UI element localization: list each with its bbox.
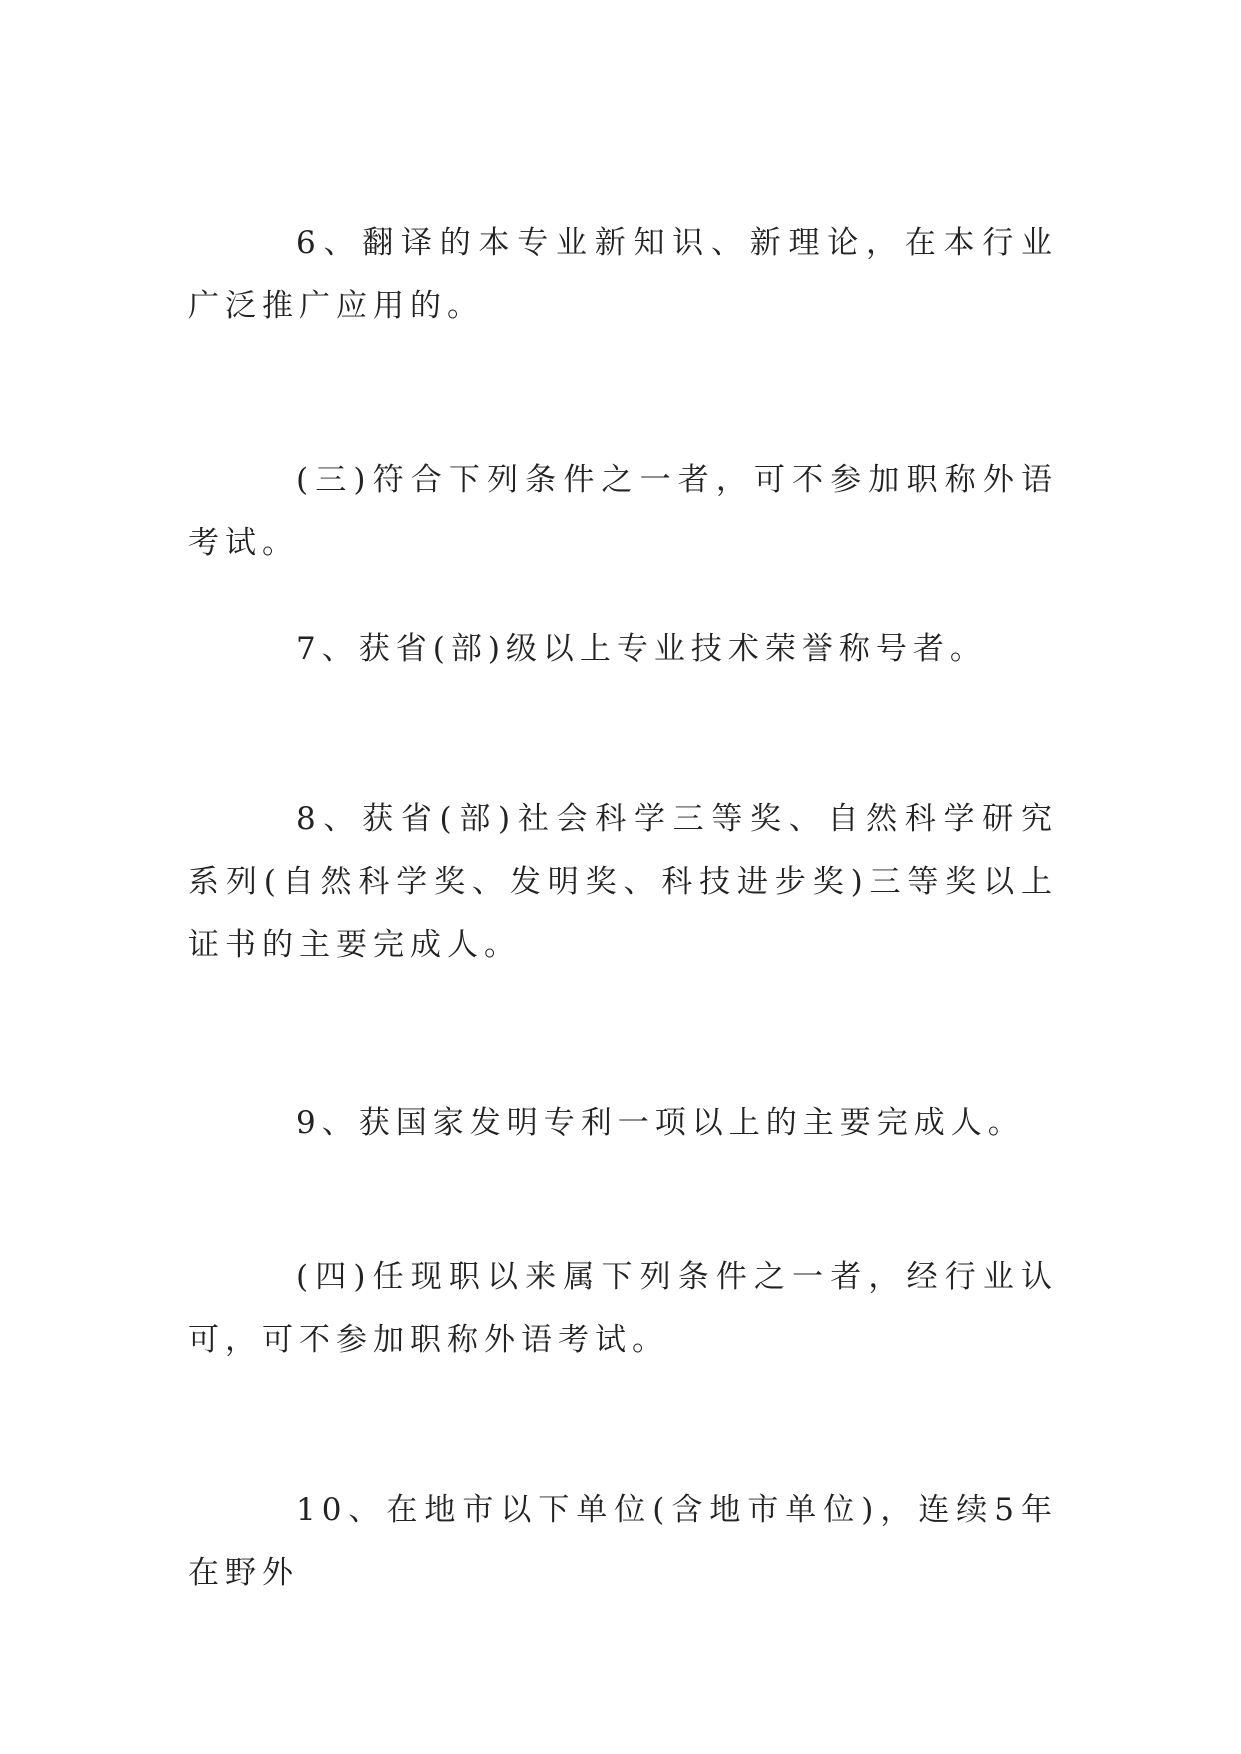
paragraph-item-10: 10、在地市以下单位(含地市单位)，连续5年在野外 xyxy=(188,1492,1058,1591)
paragraph-section-4: (四)任现职以来属下列条件之一者，经行业认可，可不参加职称外语考试。 xyxy=(188,1259,1058,1358)
paragraph-item-6: 6、翻译的本专业新知识、新理论，在本行业广泛推广应用的。 xyxy=(188,225,1058,324)
paragraph-item-9: 9、获国家发明专利一项以上的主要完成人。 xyxy=(296,1105,1025,1141)
paragraph-item-7: 7、获省(部)级以上专业技术荣誉称号者。 xyxy=(296,631,987,667)
paragraph-section-3: (三)符合下列条件之一者，可不参加职称外语考试。 xyxy=(188,462,1058,561)
paragraph-item-8: 8、获省(部)社会科学三等奖、自然科学研究系列(自然科学奖、发明奖、科技进步奖)三等奖以上证书的主要完成人。 xyxy=(188,801,1058,963)
